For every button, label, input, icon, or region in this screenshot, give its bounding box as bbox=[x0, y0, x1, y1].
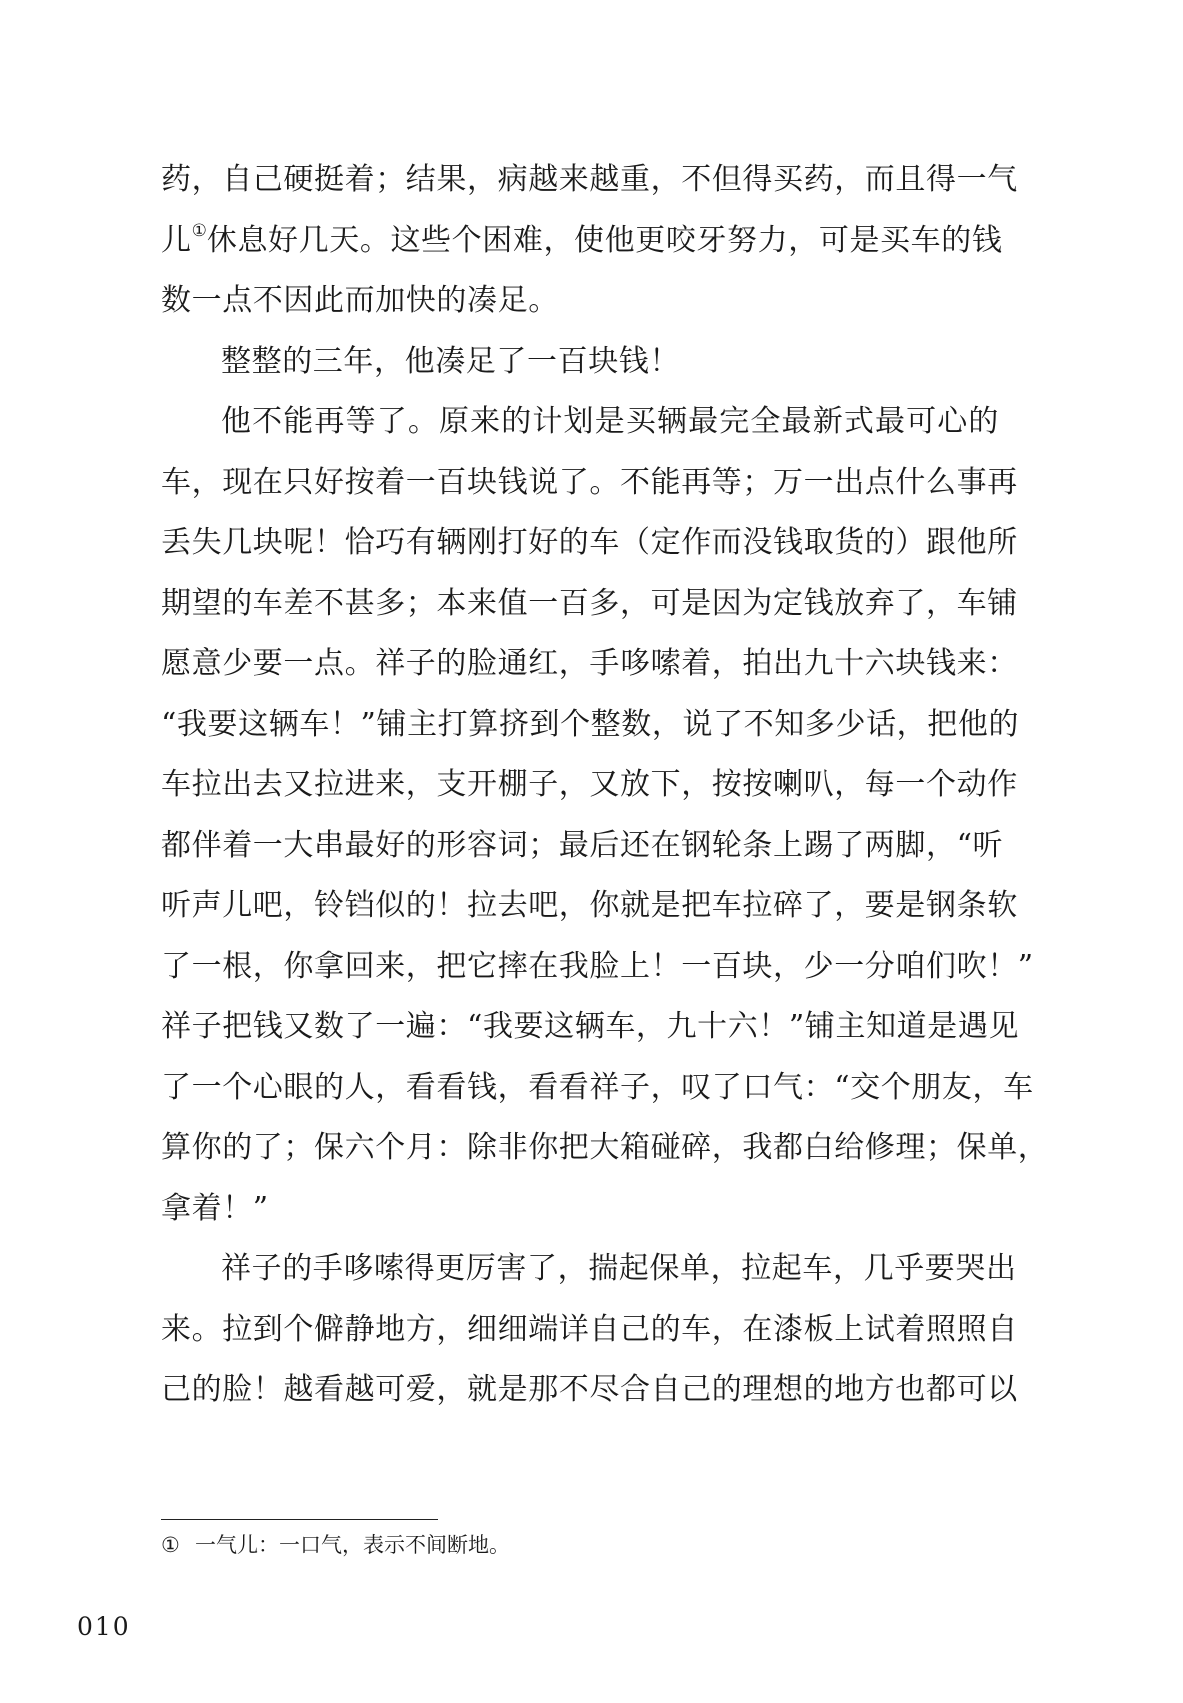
text-line: 车，现在只好按着一百块钱说了。不能再等；万一出点什么事再 bbox=[161, 464, 1018, 500]
text-line: 他不能再等了。原来的计划是买辆最完全最新式最可心的 bbox=[221, 404, 999, 439]
text-line: 期望的车差不甚多；本来值一百多，可是因为定钱放弃了，车铺 bbox=[161, 585, 1018, 621]
text-line: 祥子的手哆嗦得更厉害了，揣起保单，拉起车，几乎要哭出 bbox=[221, 1251, 1017, 1286]
text-line: “我要这辆车！”铺主打算挤到个整数，说了不知多少话，把他的 bbox=[161, 706, 1020, 742]
text-line: 整整的三年，他凑足了一百块钱！ bbox=[221, 343, 680, 379]
text-line: 己的脸！越看越可爱，就是那不尽合自己的理想的地方也都可以 bbox=[161, 1372, 1018, 1407]
text-line: 车拉出去又拉进来，支开棚子，又放下，按按喇叭，每一个动作 bbox=[161, 767, 1018, 802]
text-line: 算你的了；保六个月：除非你把大箱碰碎，我都白给修理；保单， bbox=[161, 1130, 1049, 1165]
text-line: 药，自己硬挺着；结果，病越来越重，不但得买药，而且得一气 bbox=[161, 162, 1018, 197]
text-line: 拿着！” bbox=[161, 1190, 269, 1226]
page-number: 010 bbox=[77, 1612, 131, 1641]
footnote-text: 一气儿：一口气，表示不间断地。 bbox=[195, 1533, 510, 1557]
text-line: 愿意少要一点。祥子的脸通红，手哆嗦着，拍出九十六块钱来： bbox=[161, 646, 1018, 681]
body-text bbox=[161, 150, 1049, 1421]
footnote-divider bbox=[161, 1519, 438, 1520]
text-line bbox=[161, 211, 1003, 272]
line-prefix: 儿 bbox=[161, 222, 192, 258]
line-text: 休息好几天。这些个困难，使他更咬牙努力，可是买车的钱 bbox=[206, 222, 1003, 258]
footnote-reference[interactable]: ① bbox=[191, 220, 207, 241]
text-line: 都伴着一大串最好的形容词；最后还在钢轮条上踢了两脚，“听 bbox=[161, 827, 1004, 863]
footnote bbox=[161, 1530, 510, 1560]
text-line: 祥子把钱又数了一遍：“我要这辆车，九十六！”铺主知道是遇见 bbox=[161, 1009, 1020, 1044]
text-line: 了一根，你拿回来，把它摔在我脸上！一百块，少一分咱们吹！” bbox=[161, 948, 1034, 984]
footnote-marker: ① bbox=[161, 1533, 180, 1557]
text-line: 丢失几块呢！恰巧有辆刚打好的车（定作而没钱取货的）跟他所 bbox=[161, 525, 1018, 560]
text-line: 来。拉到个僻静地方，细细端详自己的车，在漆板上试着照照自 bbox=[161, 1311, 1018, 1347]
text-line: 听声儿吧，铃铛似的！拉去吧，你就是把车拉碎了，要是钢条软 bbox=[161, 888, 1018, 923]
text-line: 了一个心眼的人，看看钱，看看祥子，叹了口气：“交个朋友，车 bbox=[161, 1069, 1034, 1105]
text-line: 数一点不因此而加快的凑足。 bbox=[161, 283, 559, 318]
